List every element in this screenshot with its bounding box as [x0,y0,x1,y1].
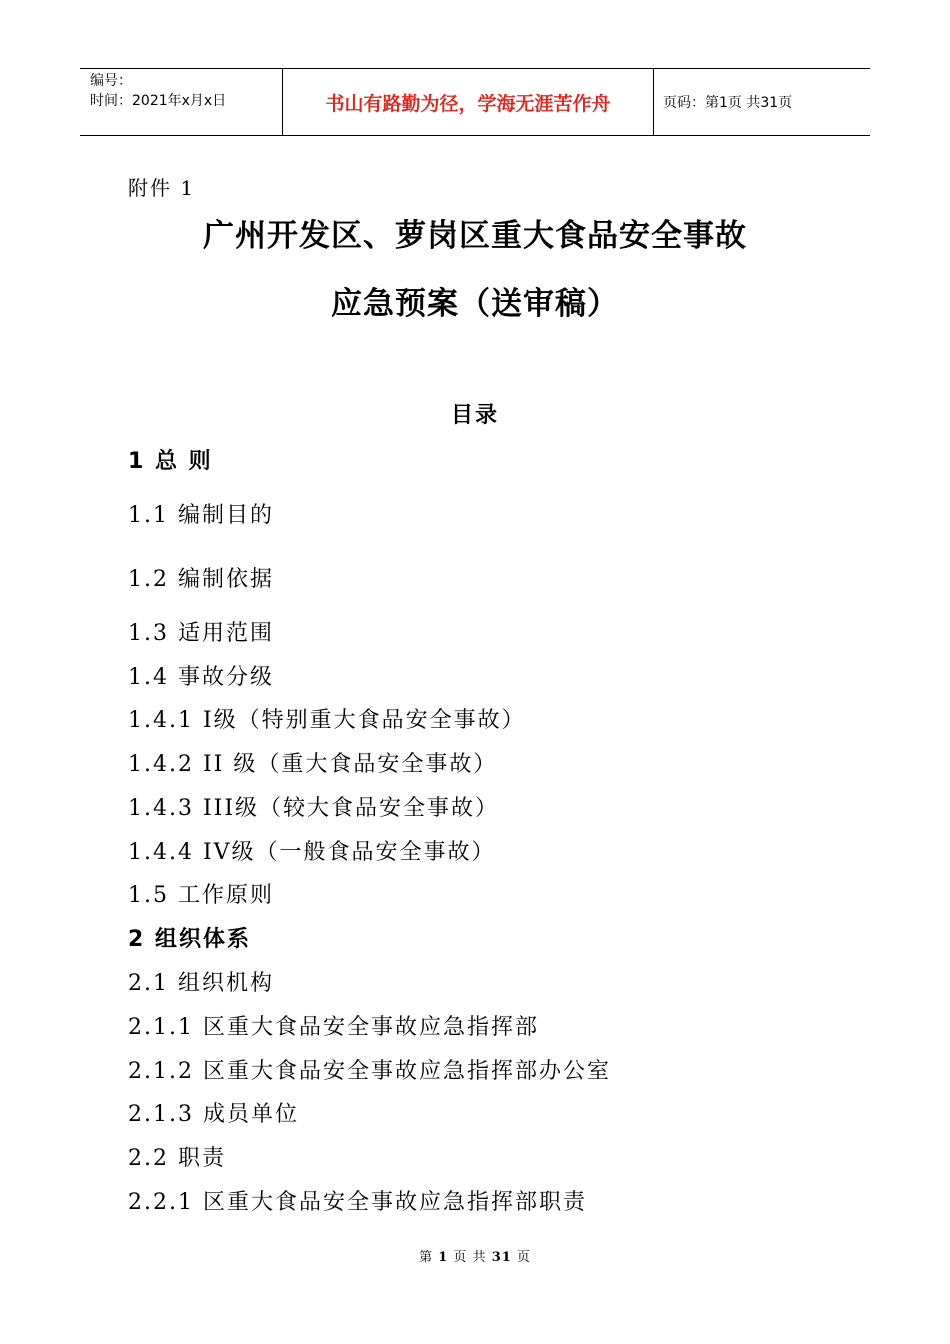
toc-entry: 1.4.4 IV级（一般食品安全事故） [128,840,496,865]
document-number-label: 编号： [90,73,132,89]
document-title-line1: 广州开发区、萝岗区重大食品安全事故 [203,218,747,254]
header-meta [80,69,282,135]
toc-entry: 1.4.2 II 级（重大食品安全事故） [128,752,498,777]
toc-entry: 1.5 工作原则 [128,883,274,908]
footer-total-pages: 31 [491,1250,512,1265]
footer-page-number: 1 [438,1250,449,1265]
toc-entry: 2.2 职责 [128,1146,226,1171]
toc-entry: 1.2 编制依据 [128,567,274,592]
page-header [80,68,870,136]
document-date: 时间：2021年x月x日 [90,93,227,109]
toc-entry: 1 总 则 [128,449,213,474]
toc-entry: 1.1 编制目的 [128,503,274,528]
attachment-label: 附件 1 [128,176,196,200]
footer-middle: 页 共 [453,1250,487,1265]
toc-entry: 1.4.1 I级（特别重大食品安全事故） [128,708,526,733]
toc-entry: 1.4 事故分级 [128,665,274,690]
toc-heading: 目录 [450,402,499,428]
document-title-line2: 应急预案（送审稿） [331,286,619,322]
toc-entry: 2.1.1 区重大食品安全事故应急指挥部 [128,1015,539,1040]
footer-suffix: 页 [516,1250,531,1265]
footer-prefix: 第 [419,1250,434,1265]
toc-entry: 1.4.3 III级（较大食品安全事故） [128,796,500,821]
header-page-info: 页码：第1页 共31页 [663,95,793,111]
toc-entry: 2.1.3 成员单位 [128,1102,299,1127]
header-motto: 书山有路勤为径，学海无涯苦作舟 [282,69,654,135]
page-footer [0,1246,950,1265]
toc-entry: 2 组织体系 [128,927,251,952]
toc-entry: 2.2.1 区重大食品安全事故应急指挥部职责 [128,1190,587,1215]
toc-entry: 2.1.2 区重大食品安全事故应急指挥部办公室 [128,1059,611,1084]
toc-entry: 1.3 适用范围 [128,621,274,646]
toc-entry: 2.1 组织机构 [128,971,274,996]
